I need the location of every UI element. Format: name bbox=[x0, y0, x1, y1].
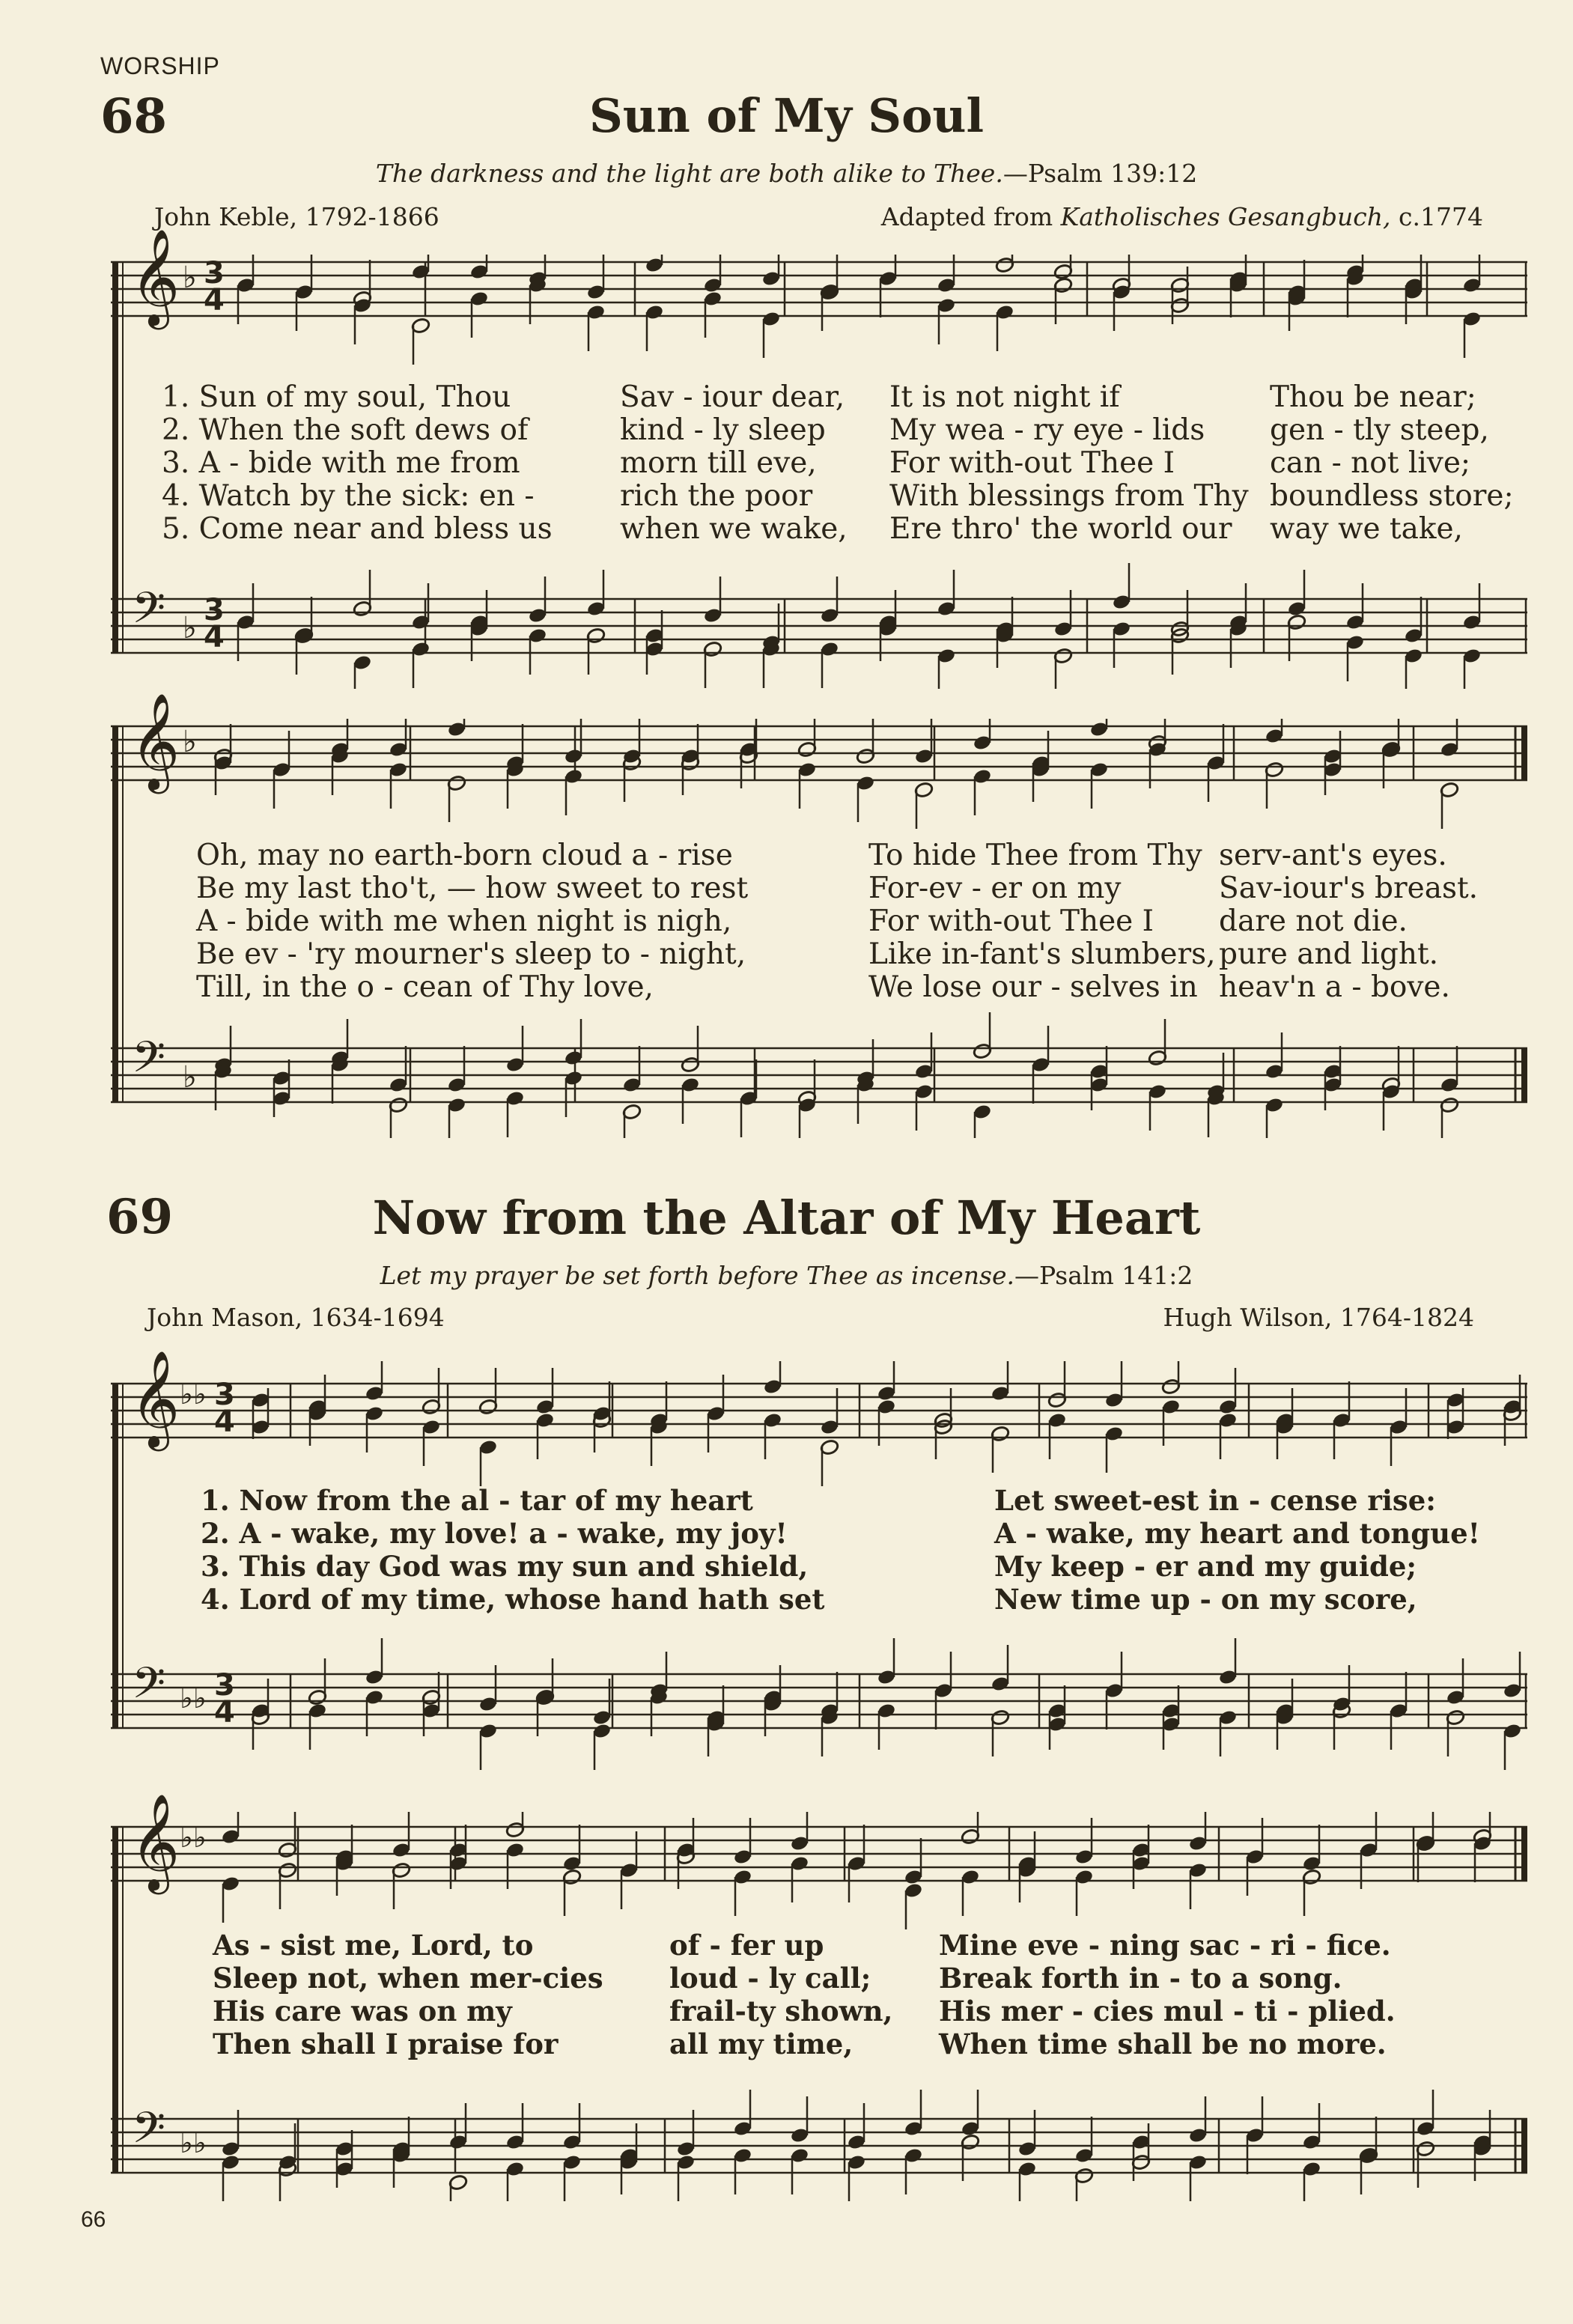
hymn-number: 68 bbox=[100, 88, 168, 145]
time-signature-top: 3 bbox=[204, 256, 225, 290]
time-signature-bottom: 4 bbox=[214, 1405, 235, 1439]
key-signature-bass: ♭♭ bbox=[180, 2126, 207, 2159]
lyric-verse-4 bbox=[111, 2028, 1527, 2060]
lyric-text: when we wake, bbox=[620, 512, 848, 546]
lyric-text: New time up - on my score, bbox=[994, 1583, 1417, 1616]
bass-staff bbox=[111, 599, 1527, 653]
time-signature-top: 3 bbox=[214, 1378, 235, 1412]
lyric-text: My keep - er and my guide; bbox=[994, 1550, 1417, 1583]
treble-staff bbox=[111, 262, 1527, 316]
lyric-text: His mer - cies mul - ti - plied. bbox=[939, 1995, 1396, 2028]
composer-suffix: c.1774 bbox=[1390, 202, 1483, 231]
lyric-text: gen - tly steep, bbox=[1270, 413, 1489, 447]
scripture-reference: —Psalm 141:2 bbox=[1014, 1261, 1193, 1290]
music-system-1 bbox=[111, 228, 1527, 689]
lyric-text: His care was on my bbox=[213, 1995, 512, 2028]
lyric-text: Break forth in - to a song. bbox=[939, 1962, 1342, 1995]
lyric-verse-1 bbox=[111, 839, 1527, 872]
scripture-quote: The darkness and the light are both alike to Thee. bbox=[375, 159, 1003, 188]
lyric-text: Thou be near; bbox=[1270, 380, 1476, 414]
scripture-line bbox=[0, 1261, 1573, 1290]
music-system-2 bbox=[111, 1793, 1527, 2201]
bass-clef: 𝄢 bbox=[132, 2102, 166, 2164]
lyric-text: of - fer up bbox=[669, 1929, 824, 1962]
key-signature: ♭ bbox=[183, 725, 197, 759]
lyric-text: For with-out Thee I bbox=[889, 446, 1175, 480]
lyric-verse-3 bbox=[111, 446, 1527, 479]
scripture-reference: —Psalm 139:12 bbox=[1002, 159, 1198, 188]
music-system-1 bbox=[111, 1350, 1527, 1780]
composer-credit bbox=[881, 202, 1483, 231]
lyric-verse-4 bbox=[111, 479, 1527, 512]
lyric-verse-4 bbox=[111, 1583, 1527, 1616]
lyric-text: pure and light. bbox=[1219, 937, 1439, 971]
key-signature: ♭♭ bbox=[180, 1378, 207, 1411]
lyric-verse-1 bbox=[111, 1929, 1527, 1962]
bass-clef: 𝄢 bbox=[132, 1658, 166, 1719]
lyric-text: A - bide with me when night is nigh, bbox=[196, 904, 732, 938]
lyric-text: 3. A - bide with me from bbox=[162, 446, 520, 480]
lyric-verse-2 bbox=[111, 1962, 1527, 1995]
treble-clef: 𝄞 bbox=[130, 1793, 180, 1890]
time-signature-top-bass: 3 bbox=[214, 1668, 235, 1703]
lyric-verse-3 bbox=[111, 904, 1527, 937]
composer-credit: Hugh Wilson, 1764-1824 bbox=[1163, 1303, 1474, 1332]
lyric-text: Sav-iour's breast. bbox=[1219, 872, 1479, 905]
lyric-text: Ere thro' the world our bbox=[889, 512, 1232, 546]
lyric-text: loud - ly call; bbox=[669, 1962, 871, 1995]
time-signature-top-bass: 3 bbox=[204, 593, 225, 627]
section-label: WORSHIP bbox=[100, 52, 220, 79]
scripture-line bbox=[0, 159, 1573, 188]
lyric-text: To hide Thee from Thy bbox=[868, 839, 1202, 872]
lyric-text: Mine eve - ning sac - ri - fice. bbox=[939, 1929, 1391, 1962]
lyric-text: A - wake, my heart and tongue! bbox=[994, 1517, 1480, 1550]
lyric-text: Sav - iour dear, bbox=[620, 380, 845, 414]
lyric-text: 4. Lord of my time, whose hand hath set bbox=[201, 1583, 825, 1616]
lyric-text: It is not night if bbox=[889, 380, 1120, 414]
lyric-verse-5 bbox=[111, 970, 1527, 1003]
hymn-title: Now from the Altar of My Heart bbox=[372, 1190, 1201, 1245]
key-signature: ♭♭ bbox=[180, 1821, 207, 1854]
lyric-text: frail-ty shown, bbox=[669, 1995, 893, 2028]
lyric-text: 3. This day God was my sun and shield, bbox=[201, 1550, 809, 1583]
lyric-text: As - sist me, Lord, to bbox=[213, 1929, 534, 1962]
lyric-text: 1. Now from the al - tar of my heart bbox=[201, 1484, 753, 1517]
lyric-verse-2 bbox=[111, 872, 1527, 904]
lyric-text: 2. A - wake, my love! a - wake, my joy! bbox=[201, 1517, 788, 1550]
lyric-text: When time shall be no more. bbox=[939, 2028, 1387, 2060]
lyric-verse-1 bbox=[111, 1484, 1527, 1517]
lyric-text: Till, in the o - cean of Thy love, bbox=[196, 970, 654, 1004]
time-signature-bottom-bass: 4 bbox=[204, 620, 225, 654]
lyric-verse-2 bbox=[111, 413, 1527, 446]
page-number: 66 bbox=[81, 2207, 106, 2232]
lyric-text: For with-out Thee I bbox=[868, 904, 1154, 938]
lyric-text: 1. Sun of my soul, Thou bbox=[162, 380, 511, 414]
scripture-quote: Let my prayer be set forth before Thee as incense. bbox=[380, 1261, 1014, 1290]
lyric-text: Oh, may no earth-born cloud a - rise bbox=[196, 839, 733, 872]
lyric-text: Be my last tho't, — how sweet to rest bbox=[196, 872, 749, 905]
composer-source: Katholisches Gesangbuch, bbox=[1060, 202, 1391, 231]
lyric-verse-4 bbox=[111, 937, 1527, 970]
bass-clef: 𝄢 bbox=[132, 1032, 166, 1093]
lyric-verse-5 bbox=[111, 512, 1527, 545]
lyric-text: 4. Watch by the sick: en - bbox=[162, 479, 535, 513]
lyric-text: With blessings from Thy bbox=[889, 479, 1249, 513]
hymn-title: Sun of My Soul bbox=[588, 88, 985, 143]
lyric-text: My wea - ry eye - lids bbox=[889, 413, 1205, 447]
key-signature-bass: ♭♭ bbox=[180, 1682, 207, 1715]
lyric-text: way we take, bbox=[1270, 512, 1463, 546]
lyric-text: morn till eve, bbox=[620, 446, 817, 480]
lyric-text: rich the poor bbox=[620, 479, 813, 513]
hymn-number: 69 bbox=[106, 1189, 174, 1245]
lyric-text: serv-ant's eyes. bbox=[1219, 839, 1447, 872]
composer-prefix: Adapted from bbox=[880, 202, 1061, 231]
lyric-text: all my time, bbox=[669, 2028, 854, 2060]
lyric-text: Like in-fant's slumbers, bbox=[868, 937, 1216, 971]
lyric-text: boundless store; bbox=[1270, 479, 1514, 513]
lyric-verse-3 bbox=[111, 1995, 1527, 2028]
lyric-verse-3 bbox=[111, 1550, 1527, 1583]
lyric-text: For-ev - er on my bbox=[868, 872, 1122, 905]
key-signature-bass: ♭ bbox=[183, 611, 197, 645]
bass-clef: 𝄢 bbox=[132, 582, 166, 644]
lyric-verse-1 bbox=[111, 380, 1527, 413]
key-signature-bass: ♭ bbox=[183, 1060, 197, 1095]
lyric-text: Let sweet-est in - cense rise: bbox=[994, 1484, 1436, 1517]
key-signature: ♭ bbox=[183, 261, 197, 295]
lyric-text: kind - ly sleep bbox=[620, 413, 826, 447]
lyric-text: Be ev - 'ry mourner's sleep to - night, bbox=[196, 937, 746, 971]
lyric-text: can - not live; bbox=[1270, 446, 1471, 480]
lyric-text: dare not die. bbox=[1219, 904, 1408, 938]
time-signature-bottom-bass: 4 bbox=[214, 1695, 235, 1730]
lyric-text: Sleep not, when mer-cies bbox=[213, 1962, 603, 1995]
time-signature-bottom: 4 bbox=[204, 283, 225, 317]
lyric-text: We lose our - selves in bbox=[868, 970, 1198, 1004]
author-credit: John Keble, 1792-1866 bbox=[154, 202, 439, 231]
lyric-text: 2. When the soft dews of bbox=[162, 413, 529, 447]
treble-clef: 𝄞 bbox=[130, 228, 180, 326]
treble-clef: 𝄞 bbox=[130, 693, 180, 790]
lyric-text: Then shall I praise for bbox=[213, 2028, 559, 2060]
lyric-text: 5. Come near and bless us bbox=[162, 512, 553, 546]
author-credit: John Mason, 1634-1694 bbox=[147, 1303, 445, 1332]
lyric-text: heav'n a - bove. bbox=[1219, 970, 1450, 1004]
music-system-2 bbox=[111, 693, 1527, 1138]
lyric-verse-2 bbox=[111, 1517, 1527, 1550]
treble-clef: 𝄞 bbox=[130, 1350, 180, 1447]
